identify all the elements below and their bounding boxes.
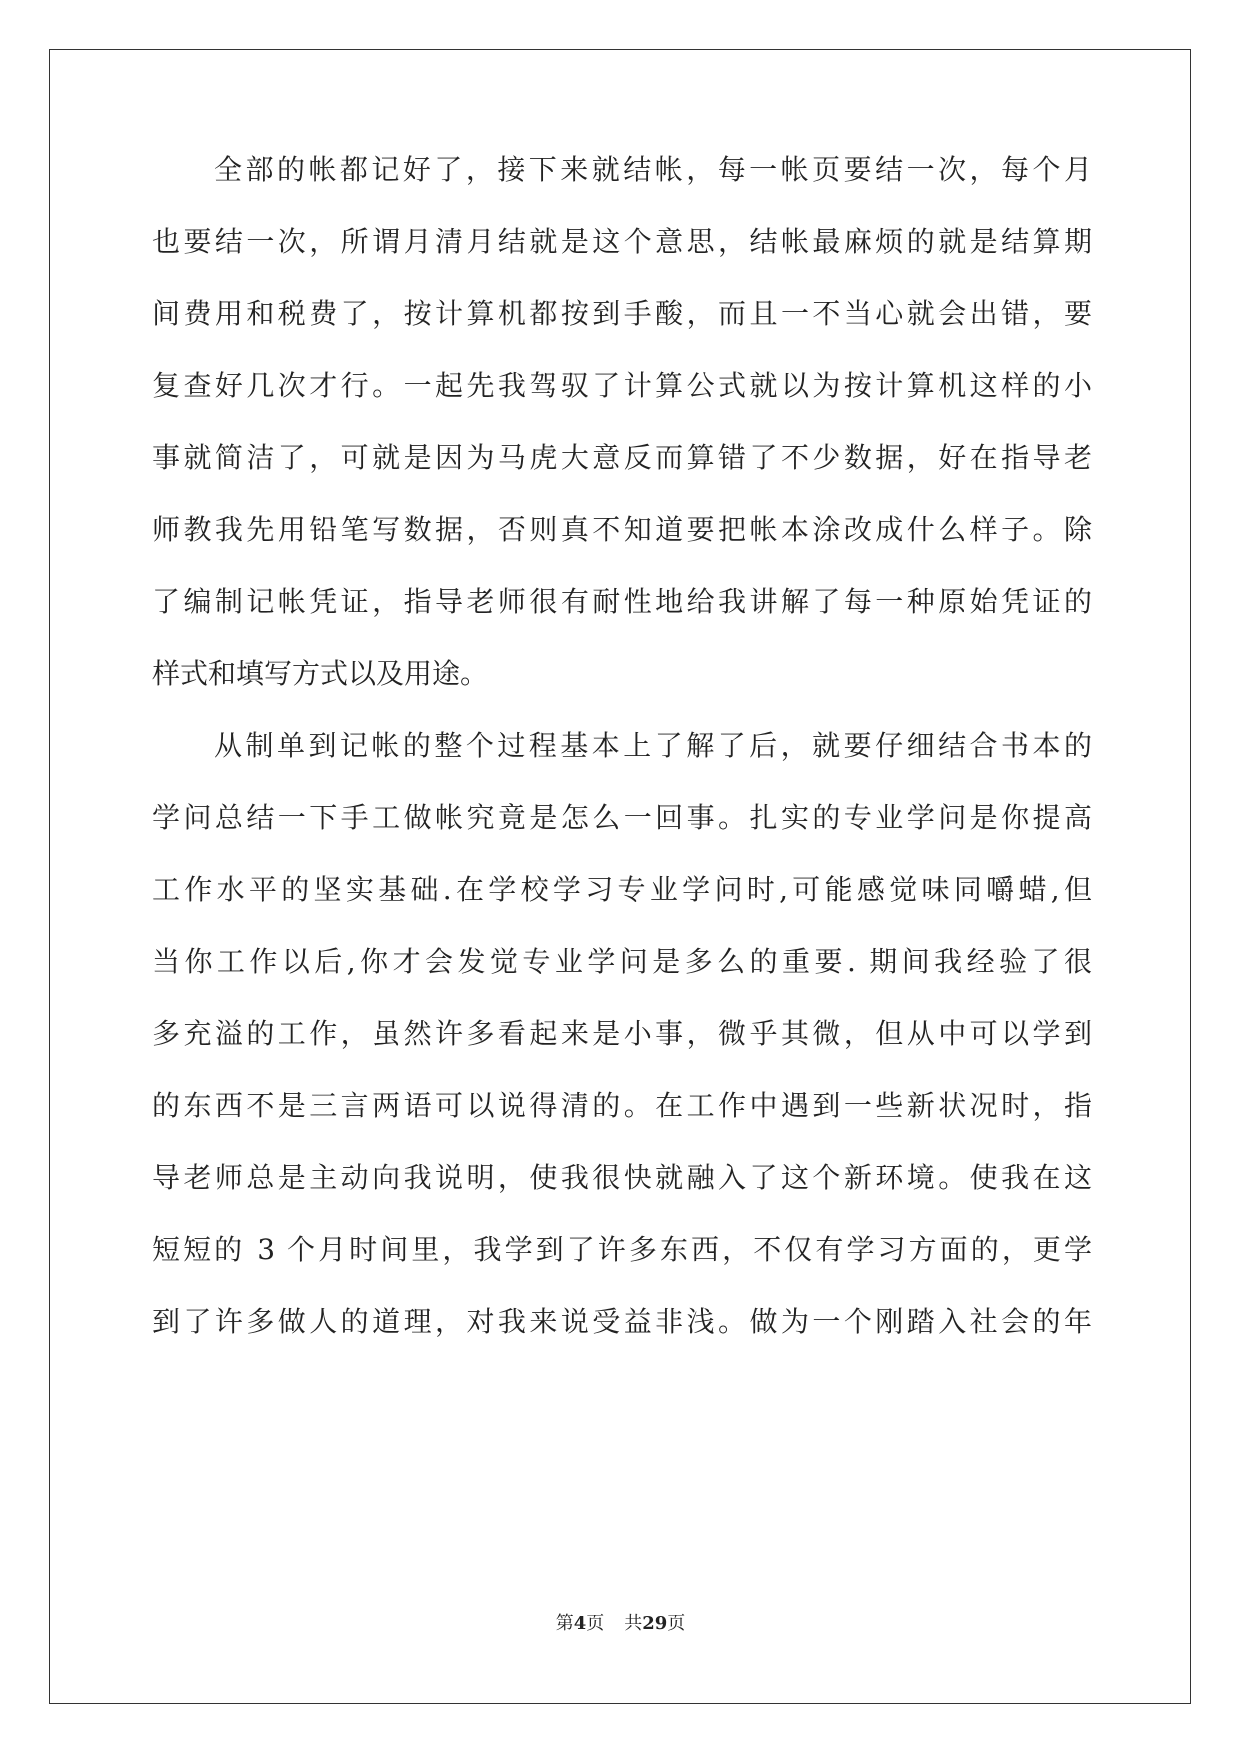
text-line: 事就简洁了，可就是因为马虎大意反而算错了不少数据，好在指导老 bbox=[152, 441, 1092, 474]
total-prefix: 共 bbox=[624, 1613, 643, 1634]
text-line: 当你工作以后,你才会发觉专业学问是多么的重要. 期间我经验了很 bbox=[152, 945, 1092, 978]
text-line: 导老师总是主动向我说明，使我很快就融入了这个新环境。使我在这 bbox=[152, 1161, 1092, 1194]
text-line: 也要结一次，所谓月清月结就是这个意思，结帐最麻烦的就是结算期 bbox=[152, 225, 1092, 258]
text-line: 工作水平的坚实基础.在学校学习专业学问时,可能感觉味同嚼蜡,但 bbox=[152, 873, 1092, 906]
text-line: 学问总结一下手工做帐究竟是怎么一回事。扎实的专业学问是你提高 bbox=[152, 801, 1092, 834]
total-pages: 29 bbox=[642, 1613, 668, 1634]
text-line: 师教我先用铅笔写数据，否则真不知道要把帐本涂改成什么样子。除 bbox=[152, 513, 1092, 546]
text-line: 短短的 3 个月时间里，我学到了许多东西，不仅有学习方面的，更学 bbox=[152, 1233, 1092, 1266]
total-suffix: 页 bbox=[667, 1613, 686, 1634]
page-number: 4 bbox=[573, 1613, 587, 1634]
text-line: 间费用和税费了，按计算机都按到手酸，而且一不当心就会出错，要 bbox=[152, 297, 1092, 330]
text-line: 全部的帐都记好了，接下来就结帐，每一帐页要结一次，每个月 bbox=[214, 153, 1092, 186]
text-line: 从制单到记帐的整个过程基本上了解了后，就要仔细结合书本的 bbox=[214, 729, 1092, 762]
page-prefix: 第 bbox=[555, 1613, 574, 1634]
page-footer bbox=[0, 1612, 1241, 1636]
page-suffix: 页 bbox=[586, 1613, 605, 1634]
text-line: 到了许多做人的道理，对我来说受益非浅。做为一个刚踏入社会的年 bbox=[152, 1305, 1092, 1338]
text-line: 了编制记帐凭证，指导老师很有耐性地给我讲解了每一种原始凭证的 bbox=[152, 585, 1092, 618]
text-line: 多充溢的工作，虽然许多看起来是小事，微乎其微，但从中可以学到 bbox=[152, 1017, 1092, 1050]
text-line: 复查好几次才行。一起先我驾驭了计算公式就以为按计算机这样的小 bbox=[152, 369, 1092, 402]
text-line: 样式和填写方式以及用途。 bbox=[152, 657, 489, 690]
text-line: 的东西不是三言两语可以说得清的。在工作中遇到一些新状况时，指 bbox=[152, 1089, 1092, 1122]
